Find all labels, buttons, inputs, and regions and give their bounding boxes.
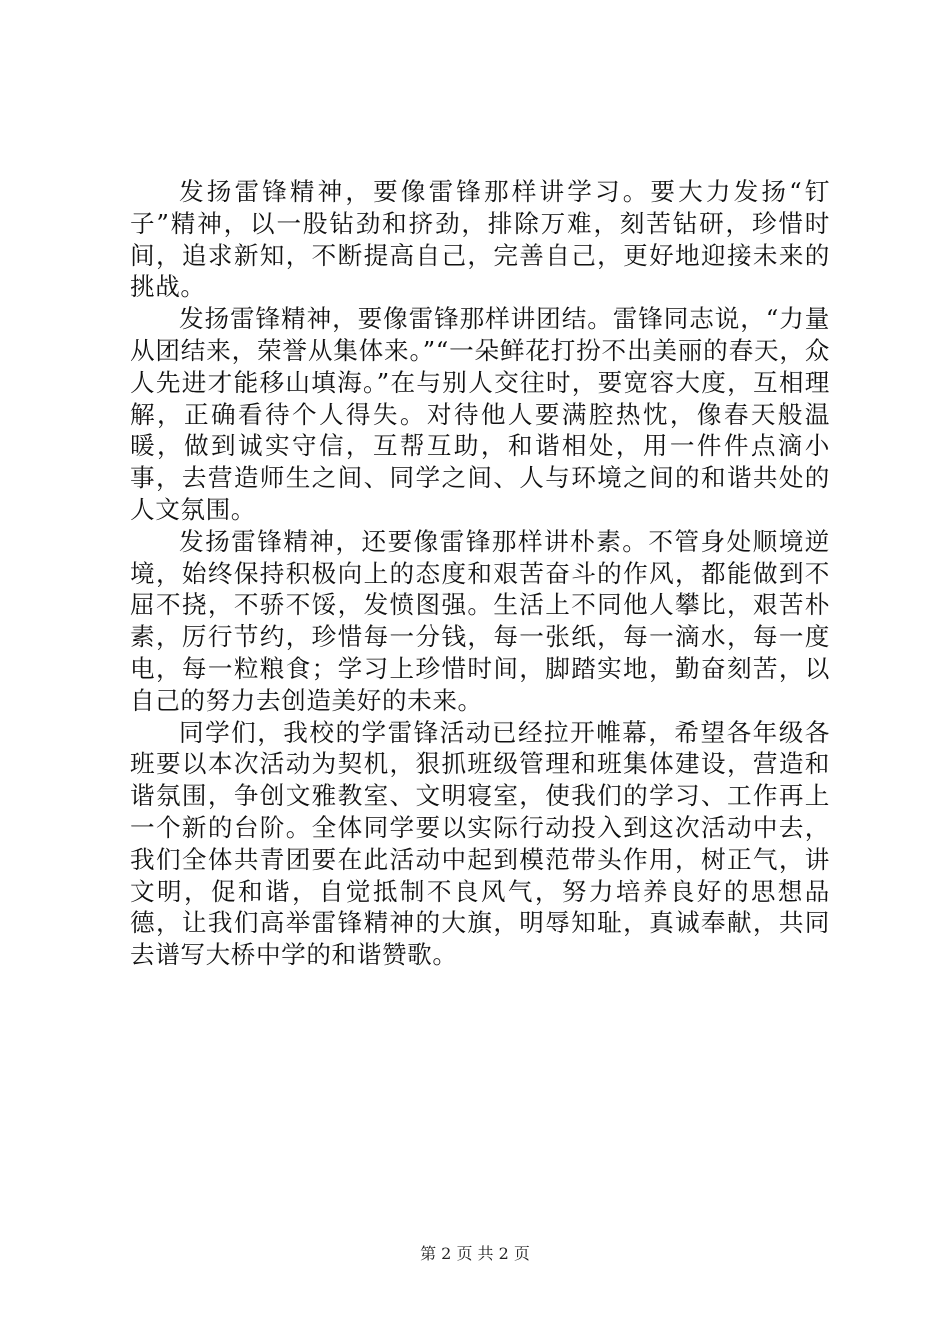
paragraph-study: 发扬雷锋精神，要像雷锋那样讲学习。要大力发扬“钉子”精神，以一股钻劲和挤劲，排除万难，刻苦钻研，珍惜时间，追求新知，不断提高自己，完善自己，更好地迎接未来的挑战。: [130, 177, 830, 302]
paragraph-simplicity: 发扬雷锋精神，还要像雷锋那样讲朴素。不管身处顺境逆境，始终保持积极向上的态度和艰苦奋斗的作风，都能做到不屈不挠，不骄不馁，发愤图强。生活上不同他人攀比，艰苦朴素，厉行节约，珍惜每一分钱，每一张纸，每一滴水，每一度电，每一粒粮食；学习上珍惜时间，脚踏实地，勤奋刻苦，以自己的努力去创造美好的未来。: [130, 526, 830, 715]
document-body: [130, 176, 830, 971]
page-number-footer: 第 2 页 共 2 页: [420, 1244, 530, 1263]
paragraph-call-to-action: 同学们，我校的学雷锋活动已经拉开帷幕，希望各年级各班要以本次活动为契机，狠抓班级管理和班集体建设，营造和谐氛围，争创文雅教室、文明寝室，使我们的学习、工作再上一个新的台阶。全体同学要以实际行动投入到这次活动中去，我们全体共青团要在此活动中起到模范带头作用，树正气，讲文明，促和谐，自觉抵制不良风气，努力培养良好的思想品德，让我们高举雷锋精神的大旗，明辱知耻，真诚奉献，共同去谱写大桥中学的和谐赞歌。: [130, 717, 830, 970]
paragraph-unity: 发扬雷锋精神，要像雷锋那样讲团结。雷锋同志说，“力量从团结来，荣誉从集体来。”“一朵鲜花打扮不出美丽的春天，众人先进才能移山填海。”在与别人交往时，要宽容大度，互相理解，正确看待个人得失。对待他人要满腔热忱，像春天般温暖，做到诚实守信，互帮互助，和谐相处，用一件件点滴小事，去营造师生之间、同学之间、人与环境之间的和谐共处的人文氛围。: [130, 304, 830, 524]
